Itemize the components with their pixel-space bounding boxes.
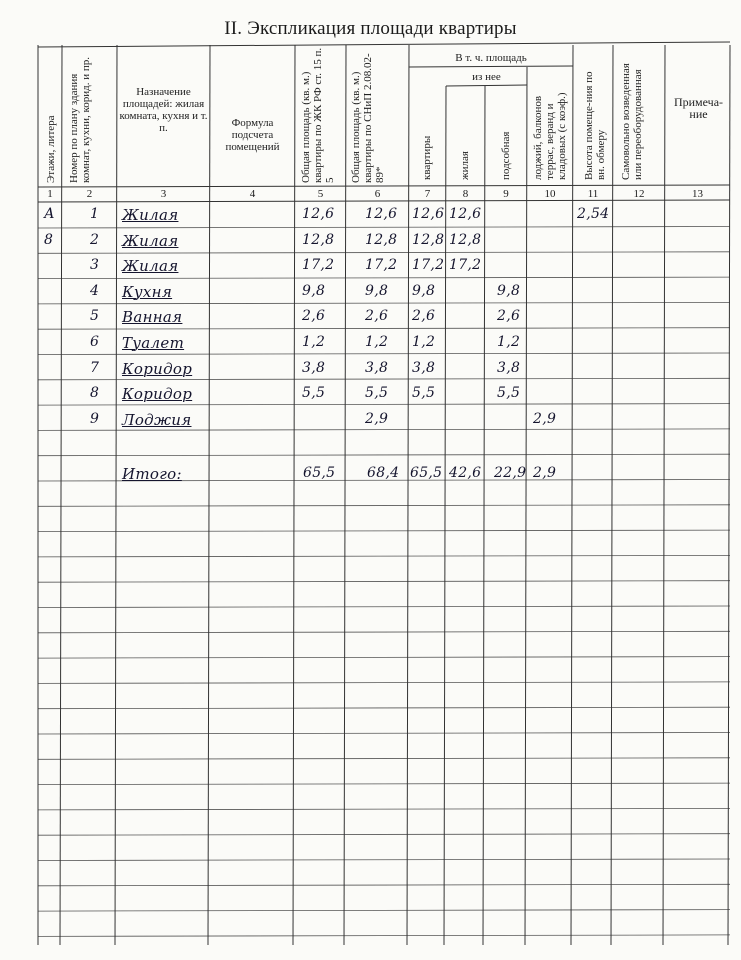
header-area-zk-text: Общая площадь (кв. м.) квартиры по ЖК РФ ст. 15 п. 5 — [300, 47, 336, 183]
auxiliary-area-cell: 2,6 — [497, 308, 521, 325]
apartment-area-cell: 1,2 — [412, 334, 436, 350]
row-line — [38, 277, 730, 279]
header-notes: Примеча-ние — [673, 95, 724, 121]
header-area-zk — [300, 43, 336, 183]
row-line — [38, 378, 730, 380]
living-area-cell: 12,8 — [449, 231, 482, 248]
area-zk-cell: 5,5 — [302, 385, 326, 402]
row-line — [38, 935, 730, 937]
header-living: жилая — [459, 151, 471, 180]
row-line — [38, 505, 730, 507]
row-line — [38, 606, 730, 608]
row-line — [38, 783, 730, 785]
area-snip-cell: 17,2 — [365, 257, 398, 274]
room-number-cell: 7 — [90, 359, 100, 376]
room-number-cell: 5 — [90, 308, 100, 325]
header-floor: Этажи, литера — [45, 115, 57, 183]
area-snip-cell: 2,9 — [365, 410, 389, 427]
room-name-cell: Жилая — [122, 206, 179, 224]
row-line — [38, 227, 730, 229]
header-purpose: Назначение площадей: жилая комната, кухня и т. п. — [119, 86, 208, 134]
column-number: 6 — [374, 188, 381, 200]
row-line — [38, 834, 730, 836]
auxiliary-area-cell: 1,2 — [497, 334, 521, 350]
room-number-cell: 2 — [90, 231, 100, 248]
total-living-area: 42,6 — [449, 465, 482, 481]
header-of-which: из нее — [472, 71, 501, 83]
area-zk-cell: 17,2 — [302, 257, 335, 274]
row-line — [38, 581, 730, 583]
column-line — [293, 45, 295, 945]
column-number: 2 — [86, 188, 93, 200]
apartment-area-cell: 17,2 — [412, 257, 445, 274]
apartment-area-cell: 9,8 — [412, 282, 436, 299]
room-number-cell: 3 — [90, 257, 100, 274]
column-line — [611, 45, 613, 945]
total-area-zk: 65,5 — [303, 465, 336, 481]
area-snip-cell: 9,8 — [365, 282, 389, 299]
living-area-cell: 17,2 — [449, 257, 482, 274]
apartment-area-cell: 12,8 — [412, 231, 445, 248]
row-line — [38, 555, 730, 557]
area-zk-cell: 2,6 — [302, 308, 326, 325]
header-including: В т. ч. площадь — [455, 52, 527, 64]
row-line — [38, 302, 730, 304]
room-name-cell: Коридор — [122, 385, 193, 404]
column-number: 9 — [503, 188, 509, 200]
height-cell: 2,54 — [577, 206, 610, 222]
header-unauthorized-text: Самовольно возведенная или переоборудованная — [620, 63, 644, 180]
column-number: 3 — [160, 188, 167, 200]
area-snip-cell: 1,2 — [365, 334, 389, 350]
auxiliary-area-cell: 3,8 — [497, 359, 521, 376]
room-number-cell: 8 — [90, 385, 100, 402]
room-name-cell: Коридор — [122, 359, 193, 378]
row-line — [38, 328, 730, 330]
area-snip-cell: 12,8 — [365, 231, 398, 248]
header-height — [583, 60, 607, 180]
column-number: 5 — [317, 188, 324, 200]
header-area-snip — [350, 43, 386, 183]
column-number: 10 — [544, 188, 556, 200]
area-zk-cell: 12,6 — [302, 206, 335, 222]
room-name-cell: Жилая — [122, 257, 179, 276]
column-line — [208, 45, 210, 945]
floor-cell: А — [44, 206, 55, 222]
room-name-cell: Жилая — [122, 231, 179, 250]
column-line — [571, 45, 573, 945]
header-room-number-text: Номер по плану здания комнат, кухни, корид. и пр. — [68, 56, 92, 183]
room-name-cell: Лоджия — [122, 410, 192, 429]
row-line — [38, 252, 730, 254]
room-name-cell: Туалет — [122, 334, 185, 352]
column-number: 4 — [249, 188, 256, 200]
row-line — [38, 454, 730, 456]
total-loggia-area: 2,9 — [533, 465, 557, 481]
room-number-cell: 1 — [90, 206, 100, 222]
header-room-number — [68, 53, 92, 183]
column-line — [344, 45, 346, 945]
header-loggia-text: лоджий, балконов террас, веранд и кладовых (с коэф.) — [532, 92, 568, 180]
row-line — [38, 884, 730, 886]
header-height-text: Высота помеще-ния по вн. обмеру — [583, 71, 607, 180]
column-line — [407, 45, 409, 945]
header-area-snip-text: Общая площадь (кв. м.) квартиры по СНиП 2.08.02-89* — [350, 53, 386, 183]
room-number-cell: 4 — [90, 282, 100, 299]
row-line — [38, 404, 730, 406]
area-snip-cell: 12,6 — [365, 206, 398, 222]
room-name-cell: Кухня — [122, 282, 173, 301]
total-area-snip: 68,4 — [367, 465, 400, 481]
room-number-cell: 9 — [90, 410, 100, 427]
area-zk-cell: 12,8 — [302, 231, 335, 248]
row-line — [38, 429, 730, 431]
page-title: II. Экспликация площади квартиры — [224, 18, 517, 39]
row-line — [38, 707, 730, 709]
row-line — [38, 758, 730, 760]
apartment-area-cell: 12,6 — [412, 206, 445, 222]
column-number: 7 — [424, 188, 431, 200]
column-line — [663, 45, 665, 945]
living-area-cell: 12,6 — [449, 206, 482, 222]
row-line — [38, 353, 730, 355]
column-number: 1 — [47, 188, 53, 200]
apartment-area-cell: 3,8 — [412, 359, 436, 376]
column-line — [483, 86, 485, 945]
column-number: 13 — [692, 188, 703, 200]
area-snip-cell: 5,5 — [365, 385, 389, 402]
auxiliary-area-cell: 9,8 — [497, 282, 521, 299]
loggia-area-cell: 2,9 — [533, 410, 557, 427]
column-number: 8 — [462, 188, 469, 200]
row-line — [38, 859, 730, 861]
row-line — [38, 530, 730, 532]
auxiliary-area-cell: 5,5 — [497, 385, 521, 402]
area-snip-cell: 2,6 — [365, 308, 389, 325]
column-line — [728, 45, 730, 945]
apartment-area-cell: 5,5 — [412, 385, 436, 402]
row-line — [38, 808, 730, 810]
header-auxiliary: подсобная — [500, 131, 512, 180]
row-line — [38, 910, 730, 912]
header-loggia — [532, 62, 568, 180]
area-snip-cell: 3,8 — [365, 359, 389, 376]
row-line — [38, 657, 730, 659]
total-apartment-area: 65,5 — [410, 465, 443, 481]
area-zk-cell: 3,8 — [302, 359, 326, 376]
area-zk-cell: 1,2 — [302, 334, 326, 350]
total-auxiliary-area: 22,9 — [494, 465, 527, 481]
room-number-cell: 6 — [90, 334, 100, 350]
row-line — [38, 631, 730, 633]
floor-cell: 8 — [44, 231, 54, 248]
header-unauthorized — [620, 55, 644, 180]
room-name-cell: Ванная — [122, 308, 183, 327]
column-number: 11 — [587, 188, 599, 200]
row-line — [38, 682, 730, 684]
apartment-area-cell: 2,6 — [412, 308, 436, 325]
total-label: Итого: — [122, 465, 182, 483]
header-apartment: квартиры — [421, 135, 433, 180]
column-number: 12 — [633, 188, 645, 200]
row-line — [38, 733, 730, 735]
area-zk-cell: 9,8 — [302, 282, 326, 299]
header-formula: Формула подсчета помещений — [225, 117, 280, 153]
